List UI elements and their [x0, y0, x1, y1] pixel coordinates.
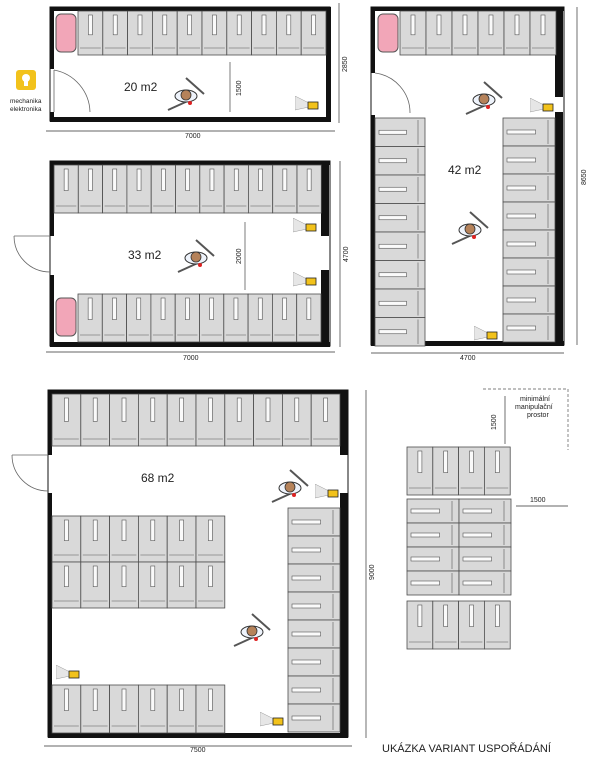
- rack-row-33m2-top: [54, 165, 321, 213]
- rack-row-20m2-top: [78, 11, 326, 55]
- rack-column-68m2-right: [288, 508, 340, 732]
- room-33m2: [14, 161, 350, 362]
- svg-text:mechanika: mechanika: [10, 98, 42, 105]
- svg-text:manipulační: manipulační: [515, 404, 553, 411]
- rack-block-68m2-middle: [52, 516, 225, 608]
- room-42m2: [371, 7, 588, 362]
- width-dimension: 7000: [185, 133, 201, 140]
- area-label: 68 m2: [141, 471, 175, 485]
- rack-block-manipulation: [407, 447, 511, 649]
- vehicle-icon: [378, 14, 398, 52]
- area-label: 20 m2: [124, 80, 158, 94]
- room-68m2: [12, 390, 376, 754]
- aisle-dimension: 1500: [236, 80, 243, 96]
- rack-row-68m2-top: [52, 394, 340, 446]
- svg-text:elektronika: elektronika: [10, 106, 42, 113]
- rack-column-42m2-right: [503, 118, 555, 342]
- vehicle-icon: [56, 14, 76, 52]
- manipulation-space-diagram: [407, 389, 568, 649]
- area-label: 42 m2: [448, 163, 482, 177]
- width-dimension: 4700: [460, 355, 476, 362]
- vehicle-icon: [56, 298, 76, 336]
- svg-text:minimální: minimální: [520, 396, 550, 403]
- rack-row-68m2-bottom: [52, 685, 225, 733]
- depth-dimension: 4700: [343, 246, 350, 262]
- side-clearance-dimension: 1500: [530, 497, 546, 504]
- depth-dimension: 9000: [369, 564, 376, 580]
- mechanika-elektronika-logo: [10, 70, 42, 113]
- area-label: 33 m2: [128, 248, 162, 262]
- rack-row-33m2-bottom: [78, 294, 321, 342]
- rack-column-42m2-left: [375, 118, 425, 346]
- door-swing-icon: [14, 236, 50, 272]
- depth-dimension: 2850: [342, 56, 349, 72]
- width-dimension: 7000: [183, 355, 199, 362]
- rack-row-42m2-top: [400, 11, 556, 55]
- door-swing-icon: [12, 455, 48, 491]
- front-clearance-dimension: 1500: [491, 414, 498, 430]
- aisle-dimension: 2000: [236, 248, 243, 264]
- caption: UKÁZKA VARIANT USPOŘÁDÁNÍ: [382, 743, 551, 755]
- room-20m2: [46, 3, 349, 140]
- depth-dimension: 8650: [581, 169, 588, 185]
- svg-text:prostor: prostor: [527, 412, 549, 419]
- width-dimension: 7500: [190, 747, 206, 754]
